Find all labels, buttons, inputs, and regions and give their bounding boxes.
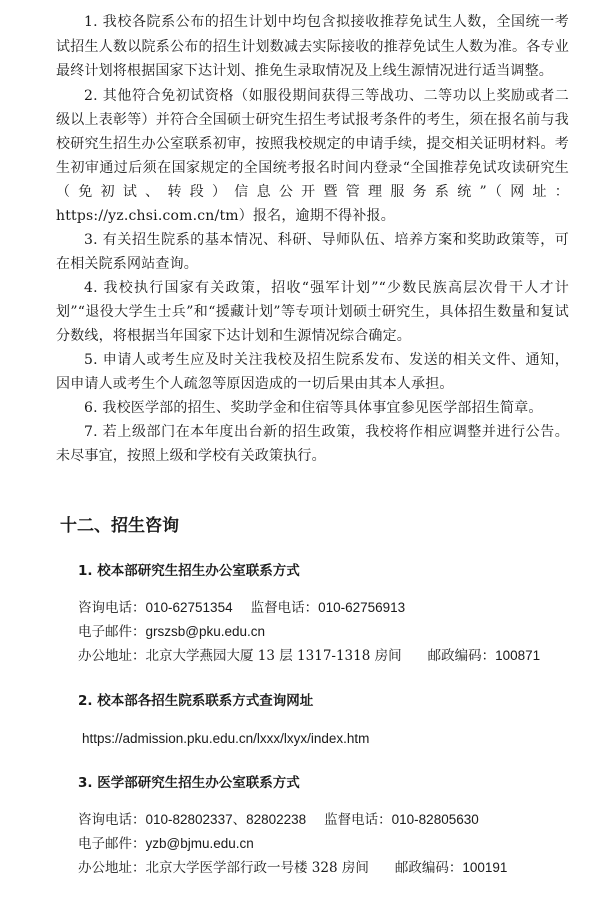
postcode-label: 邮政编码： [427, 647, 496, 664]
main-phone-line [78, 596, 569, 620]
paragraph-1: 1. 我校各院系公布的招生计划中均包含拟接收推荐免试生人数，全国统一考试招生人数以院系公布的招生计划数减去实际接收的推荐免试生人数为准。各专业最终计划将根据国家下达计划、推免生录取情况及上线生源情况进行适当调整。 [56, 14, 569, 79]
departments-heading: 2. 校本部各招生院系联系方式查询网址 [78, 692, 314, 709]
paragraph-3: 3. 有关招生院系的基本情况、科研、导师队伍、培养方案和奖助政策等，可在相关院系网站查询。 [56, 231, 569, 272]
address-label: 办公地址： [78, 647, 146, 664]
medical-email-line [78, 832, 569, 856]
main-address-line [78, 644, 569, 668]
phone-label: 咨询电话： [78, 811, 146, 828]
phone-value: 010-62751354 [145, 599, 233, 615]
supervise-value: 010-62756913 [318, 599, 406, 615]
supervise-label: 监督电话： [324, 811, 392, 828]
medical-heading: 3. 医学部研究生招生办公室联系方式 [78, 774, 300, 791]
paragraph-7: 7. 若上级部门在本年度出台新的招生政策，我校将作相应调整并进行公告。未尽事宜，按照上级和学校有关政策执行。 [56, 423, 569, 464]
address-label: 办公地址： [78, 859, 146, 876]
paragraph-2: 2. 其他符合免初试资格（如服役期间获得三等战功、二等功以上奖励或者二级以上表彰等）并符合全国硕士研究生招生考试报考条件的考生，须在报名前与我校研究生招生办公室联系初审，按照我校规定的申请手续，提交相关证明材料。考生初审通过后须在国家规定的全国统考报名时间内登录“全国推荐免试攻读研究生（免初试、转段）信息公开暨管理服务系统”（网址：https://yz.chsi.com.cn/tm）报名，逾期不得补报。 [56, 87, 569, 224]
address-value: 北京大学燕园大厦 13 层 1317-1318 房间 [145, 647, 402, 664]
email-label: 电子邮件： [78, 623, 146, 640]
postcode-label: 邮政编码： [394, 859, 463, 876]
address-value: 北京大学医学部行政一号楼 328 房间 [145, 859, 369, 876]
phone-value: 010-82802337、82802238 [145, 811, 307, 827]
email-link[interactable]: grszsb@pku.edu.cn [145, 623, 266, 639]
section-title: 十二、招生咨询 [60, 515, 179, 536]
phone-label: 咨询电话： [78, 599, 146, 616]
postcode-value: 100191 [462, 859, 508, 875]
email-link[interactable]: yzb@bjmu.edu.cn [145, 835, 254, 851]
paragraph-5: 5. 申请人或考生应及时关注我校及招生院系发布、发送的相关文件、通知，因申请人或考生个人疏忽等原因造成的一切后果由其本人承担。 [56, 351, 569, 392]
medical-phone-line [78, 808, 569, 832]
medical-address-line [78, 856, 569, 880]
supervise-value: 010-82805630 [391, 811, 479, 827]
paragraph-6: 6. 我校医学部的招生、奖助学金和住宿等具体事宜参见医学部招生简章。 [84, 399, 543, 416]
departments-url-link[interactable]: https://admission.pku.edu.cn/lxxx/lxyx/index.htm [82, 730, 370, 746]
main-email-line [78, 620, 569, 644]
postcode-value: 100871 [495, 647, 541, 663]
email-label: 电子邮件： [78, 835, 146, 852]
main-campus-contact [78, 596, 569, 668]
main-campus-heading: 1. 校本部研究生招生办公室联系方式 [78, 562, 300, 579]
medical-contact [78, 808, 569, 880]
paragraph-4: 4. 我校执行国家有关政策，招收“强军计划”“少数民族高层次骨干人才计划”“退役大学生士兵”和“援藏计划”等专项计划硕士研究生，具体招生数量和复试分数线，将根据当年国家下达计划和生源情况综合确定。 [56, 279, 569, 344]
supervise-label: 监督电话： [250, 599, 319, 616]
